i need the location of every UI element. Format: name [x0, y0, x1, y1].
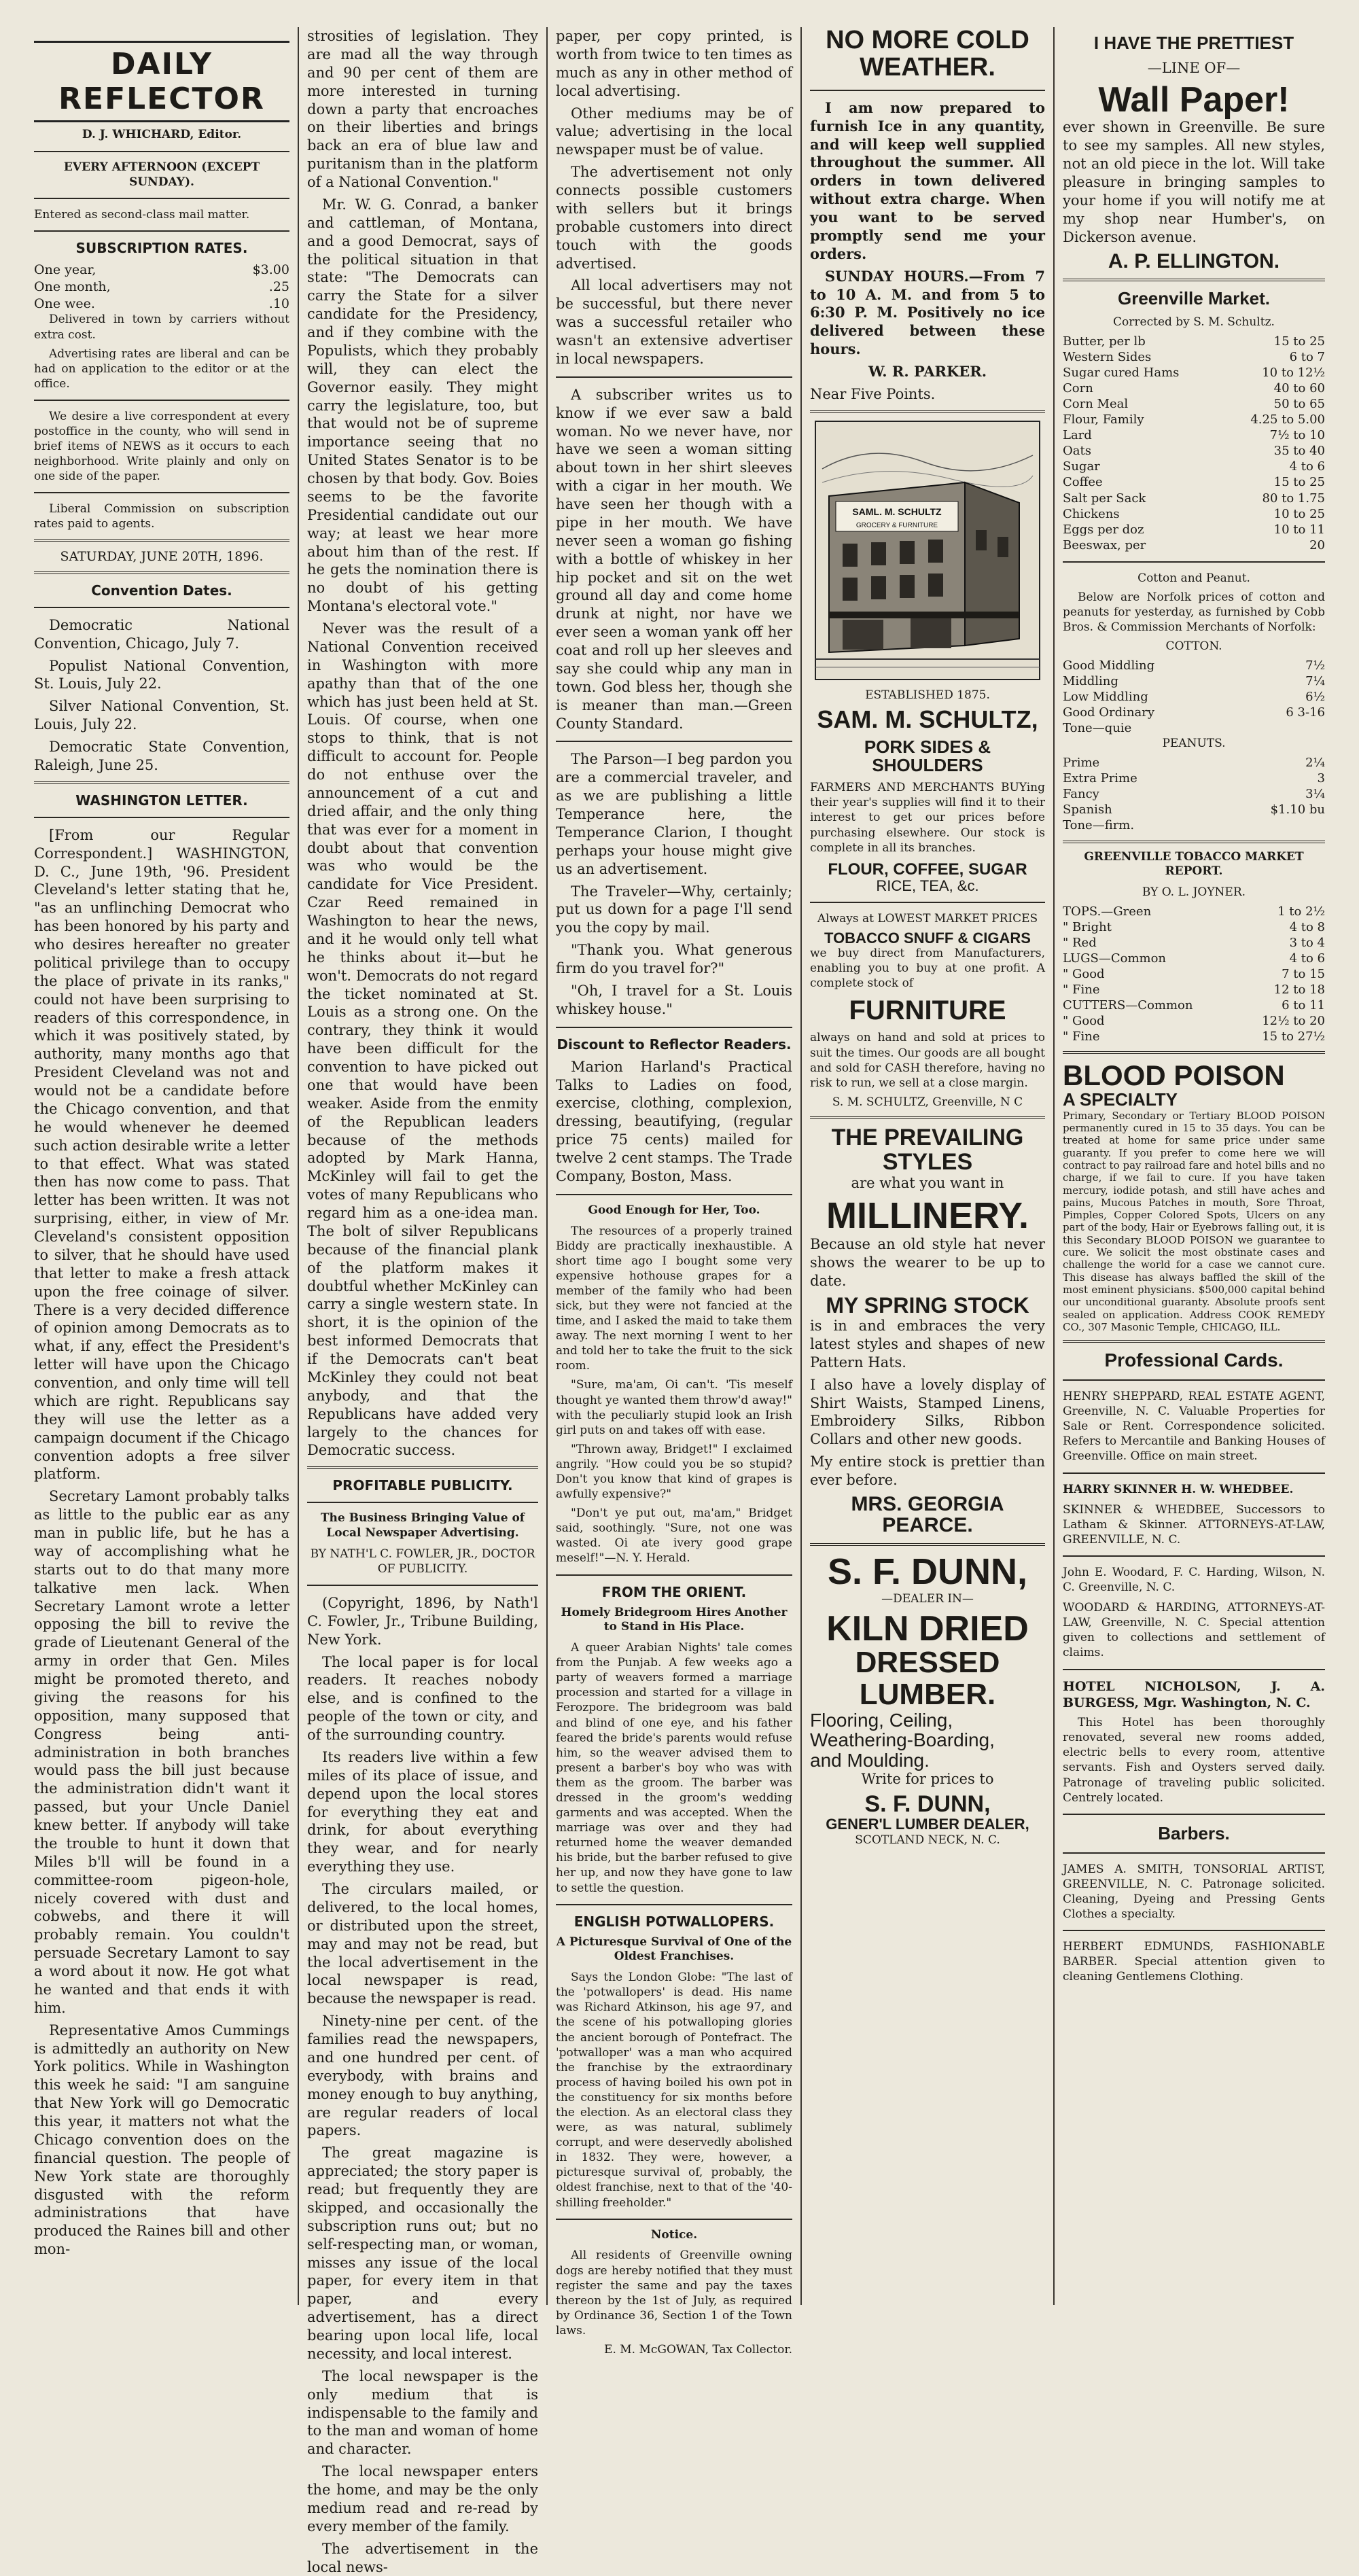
rice-line: RICE, TEA, &c. — [876, 877, 979, 894]
orient-title: FROM THE ORIENT. — [601, 1583, 747, 1600]
delivered-note: Delivered in town by carriers without extra cost. — [34, 313, 289, 342]
cotton-text: Below are Norfolk prices of cotton and peanuts for yesterday, as furnished by Cobb Bros. & Commission Merchants of Norfolk: — [1063, 590, 1325, 634]
wallpaper-text: ever shown in Greenville. Be sure to see my samples. All new styles, not an old piece in the lot. Will take pleasure in bringing samples to your home if you will notify me at my shop near Humber's, on Dickerson avenue. — [1063, 119, 1325, 245]
flour-line: FLOUR, COFFEE, SUGAR — [828, 860, 1027, 879]
dateline: SATURDAY, JUNE 20TH, 1896. — [60, 548, 264, 564]
peanuts-header: PEANUTS. — [1162, 737, 1226, 751]
article-paragraph: All local advertisers may not be successful, but there never was a successful retailer who wasn't an extensive advertiser in local newspapers. — [556, 277, 792, 367]
tobacco-row: " Fine 15 to 27½ — [1063, 1029, 1325, 1044]
blood-poison-title: BLOOD POISON — [1063, 1059, 1285, 1092]
schedule-line: EVERY AFTERNOON (EXCEPT SUNDAY). — [63, 160, 260, 189]
peanut-row: Prime 2¼ — [1063, 756, 1325, 771]
orient-subtitle: Homely Bridegroom Hires Another to Stand in His Place. — [561, 1605, 788, 1634]
article-paragraph: The local newspaper is the only medium that is indispensable to the family and to the man and woman of home and character. — [307, 2367, 538, 2458]
rate-row: One month, .25 — [34, 279, 289, 295]
ice-ad-signature: W. R. PARKER. — [868, 363, 987, 381]
notice-signature: E. M. McGOWAN, Tax Collector. — [604, 2342, 792, 2357]
article-paragraph: The local paper is for local readers. It reaches nobody else, and is confined to the people of the town or city, and of the surrounding country. — [307, 1653, 538, 1744]
editor-line: D. J. WHICHARD, Editor. — [82, 128, 242, 141]
cotton-row: Tone—quie — [1063, 721, 1132, 736]
rate-row: One year, $3.00 — [34, 262, 289, 278]
article-paragraph: paper, per copy printed, is worth from twice to ten times as much as any in other method of local advertising. — [556, 28, 792, 99]
publicity-byline: BY NATH'L C. FOWLER, JR., DOCTOR OF PUBLICITY. — [310, 1547, 535, 1576]
tobacco-row: " Bright 4 to 8 — [1063, 920, 1325, 935]
market-row: Corn 40 to 60 — [1063, 381, 1325, 396]
store-sign-subtext: GROCERY & FURNITURE — [855, 521, 938, 529]
buy-text: we buy direct from Manufacturers, enabling you to buy at one profit. A complete stock of — [810, 947, 1045, 991]
market-row: Western Sides 6 to 7 — [1063, 350, 1325, 365]
cotton-header: COTTON. — [1165, 639, 1222, 653]
moulding-line: and Moulding. — [810, 1749, 930, 1771]
write-line: Write for prices to — [861, 1770, 994, 1787]
article-paragraph: "Don't ye put out, ma'am," Bridget said, soothingly. "Sure, not one was wasted. Oi ate ivery good grape meself!"—N. Y. Herald. — [556, 1506, 792, 1566]
blood-poison-text: Primary, Secondary or Tertiary BLOOD POISON permanently cured in 15 to 35 days. You can be treated at home for same price under same guaranty. If you prefer to come here we will contract to pay railroad fare and hotel bills and no charge, if we fail to cure. If you have taken mercury, iodide potash, and still have aches and pains, Mucous Patches in mouth, Sore Throat, Pimples, Copper Colored Spots, Ulcers on any part of the body, Hair or Eyebrows falling out, it is this Secondary BLOOD POISON we guarantee to cure. We solicit the most obstinate cases and challenge the world for a case we cannot cure. This disease has always baffled the skill of the most eminent physicians. $500,000 capital behind our unconditional guaranty. Absolute proofs sent sealed on application. Address COOK REMEDY CO., 307 Masonic Temple, CHICAGO, ILL. — [1063, 1109, 1325, 1333]
market-title: Greenville Market. — [1118, 288, 1270, 309]
barbers-title: Barbers. — [1158, 1822, 1230, 1843]
article-paragraph: Mr. W. G. Conrad, a banker and cattleman, of Montana, and a good Democrat, says of the political situation in that state: "The Democrats can carry the State for a silver candidate for the Presidency, and if they combine with the Populists, which they probably will, they can elect the Governor easily. They might carry the legislature, too, but that would not be of supreme importance seeing that no United States Senator is to be chosen by that body. Gov. Boies seems to be the favorite Presidential candidate out our way; at least we hear more about him than of the rest. If he gets the nomination there is no doubt of his getting Montana's electoral vote." — [307, 196, 538, 615]
market-row: Sugar cured Hams 10 to 12½ — [1063, 366, 1325, 381]
weather-line: Weathering-Boarding, — [810, 1729, 995, 1751]
always-line: Always at LOWEST MARKET PRICES — [817, 912, 1038, 926]
column-5 — [1055, 27, 1333, 2305]
article-paragraph: Ninety-nine per cent. of the families read the newspapers, and one hundred per cent. of everybody, with brains and money enough to buy anything, are regular readers of local papers. — [307, 2013, 538, 2139]
article-paragraph: A queer Arabian Nights' tale comes from the Punjab. A few weeks ago a party of weavers formed a marriage procession and started for a village in Ferozpore. The bridegroom was bald and blind of one eye, and his father feared the bride's parents would refuse him, so the weaver advised them to present a barber's boy who was with them as the groom. The barber was dressed in the groom's wedding garments and was accepted. When the marriage was over and they had returned home the weaver demanded his bride, but the barber refused to give her up, and now they have gone to law to settle the question. — [556, 1641, 792, 1895]
publicity-title: PROFITABLE PUBLICITY. — [332, 1477, 513, 1494]
farmers-text: FARMERS AND MERCHANTS BUYing their year's supplies will find it to their interest to get our prices before purchasing elsewhere. Our stock is complete in all its branches. — [810, 781, 1045, 855]
article-paragraph: The advertisement in the local news- — [307, 2540, 538, 2575]
professional-cards-title: Professional Cards. — [1104, 1349, 1284, 1371]
peanut-row: Spanish $1.10 bu — [1063, 802, 1325, 817]
column-4 — [802, 27, 1055, 2305]
market-row: Beeswax, per 20 — [1063, 537, 1325, 552]
market-row: Chickens 10 to 25 — [1063, 506, 1325, 521]
ice-ad-hours: SUNDAY HOURS.—From 7 to 10 A. M. and from 5 to 6:30 P. M. Positively no ice delivered between these hours. — [810, 267, 1045, 358]
market-row: Oats 35 to 40 — [1063, 444, 1325, 459]
dealer-line: —DEALER IN— — [881, 1591, 974, 1606]
hotel-text: This Hotel has been thoroughly renovated, several new rooms added, electric bells to every room, attentive servants. Fish and Oysters served daily. Patronage of traveling public solicited. Centrely located. — [1063, 1716, 1325, 1805]
convention-item: Democratic National Convention, Chicago, July 7. — [34, 616, 289, 652]
convention-item: Democratic State Convention, Raleigh, June 25. — [34, 739, 289, 773]
article-paragraph: Marion Harland's Practical Talks to Ladies on food, exercise, clothing, complexion, dressing, beautifying, (regular price 75 cents) mailed for twelve 2 cent stamps. The Trade Company, Boston, Mass. — [556, 1058, 792, 1184]
rates-list — [34, 262, 289, 312]
market-row: Salt per Sack 80 to 1.75 — [1063, 491, 1325, 506]
woodard-card: WOODARD & HARDING, ATTORNEYS-AT-LAW, Greenville, N. C. Special attention given to collections and settlement of claims. — [1063, 1601, 1325, 1660]
spring-stock-line: MY SPRING STOCK — [826, 1292, 1029, 1318]
tobacco-row: TOPS.—Green 1 to 2½ — [1063, 904, 1325, 919]
article-paragraph: A subscriber writes us to know if we ever saw a bald woman. No we never have, nor have we seen a woman sitting about town in her shirt sleeves with a cigar in her mouth. We have seen her though with a pipe in her mouth. We have never seen a woman go fishing with a bottle of whiskey in her hip pocket and sit on the wet ground all day and come home drunk at night, nor have we ever seen a woman yank off her coat and roll up her sleeves and say she could whip any man in town. God bless her, though she is meaner than man.—Green County Standard. — [556, 386, 792, 732]
article-paragraph: Says the London Globe: "The last of the 'potwallopers' is dead. His name was Richard Atkinson, his age 97, and the scene of his potwalloping glories the ancient borough of Pontefract. The 'potwalloper' was a man who acquired the franchise by the extraordinary process of having boiled his own pot in the constituency for six months before the election. As an electoral class they were, as was natural, sublimely corrupt, and were deservedly abolished in 1832. They were, however, a picturesque survival of, probably, the oldest franchise, next to that of the '40-shilling freeholder." — [556, 1971, 792, 2210]
established-line: ESTABLISHED 1875. — [865, 688, 990, 702]
skinner-card: SKINNER & WHEDBEE, Successors to Latham & Skinner. ATTORNEYS-AT-LAW, GREENVILLE, N. C. — [1063, 1502, 1325, 1547]
tobacco-row: CUTTERS—Common 6 to 11 — [1063, 998, 1325, 1013]
dressed-line: DRESSED LUMBER. — [855, 1646, 1000, 1711]
rate-row: One wee. .10 — [34, 296, 289, 311]
smith-card: JAMES A. SMITH, TONSORIAL ARTIST, GREENVILLE, N. C. Patronage solicited. Cleaning, Dyeing and Pressing Gents Clothes a specialty. — [1063, 1862, 1325, 1921]
tobacco-line: TOBACCO SNUFF & CIGARS — [824, 930, 1031, 947]
cotton-row: Middling 7¼ — [1063, 674, 1325, 689]
potwallopers-title: ENGLISH POTWALLOPERS. — [573, 1913, 775, 1930]
market-row: Flour, Family 4.25 to 5.00 — [1063, 412, 1325, 427]
furniture-text: always on hand and sold at prices to suit the times. Our goods are all bought and sold for CASH therefore, having no risk to run, we sell at a close margin. — [810, 1031, 1045, 1090]
notice-title: Notice. — [650, 2227, 698, 2242]
discount-title: Discount to Reflector Readers. — [557, 1036, 792, 1053]
cotton-title: Cotton and Peanut. — [1137, 571, 1250, 585]
wallpaper-title: Wall Paper! — [1098, 80, 1290, 120]
article-paragraph: "Oh, I travel for a St. Louis whiskey house." — [556, 982, 792, 1017]
cotton-row: Good Middling 7½ — [1063, 658, 1325, 673]
cotton-row: Good Ordinary 6 3-16 — [1063, 705, 1325, 720]
sheppard-card: HENRY SHEPPARD, REAL ESTATE AGENT, Greenville, N. C. Valuable Properties for Sale or Rent. Correspondence solicited. Refers to Mercantile and Banking Houses of Greenville. Office on main street. — [1063, 1390, 1325, 1464]
article-paragraph: Its readers live within a few miles of its place of issue, and depend upon the local stores for everything they eat and drink, for about everything they wear, and for nearly everything they use. — [307, 1748, 538, 1875]
pork-line: PORK SIDES & SHOULDERS — [864, 736, 991, 775]
article-paragraph: Representative Amos Cummings is admittedly an authority on New York politics. While in Washington this week he said: "I am sanguine that New York will go Democratic this year, it matters not what the Chicago convention does on the financial question. The people of New York state are thoroughly disgusted with the reform administrations that have produced the Raines bill and other mon- — [34, 2022, 289, 2258]
ice-ad-title: NO MORE COLD WEATHER. — [826, 26, 1029, 82]
want-line: are what you want in — [851, 1175, 1004, 1192]
skinner-top: HARRY SKINNER H. W. WHEDBEE. — [1063, 1482, 1294, 1496]
ice-ad-text: I am now prepared to furnish Ice in any quantity, and will keep well supplied throughout the summer. All orders in town delivered without extra charge. When you want to be served promptly send me your orders. — [810, 99, 1045, 262]
washington-title: WASHINGTON LETTER. — [75, 792, 248, 809]
commission-note: Liberal Commission on subscription rates paid to agents. — [34, 502, 289, 531]
correspondent-note: We desire a live correspondent at every postoffice in the county, who will send in brief items of NEWS as it occurs to each neighborhood. Write plainly and only on one side of the paper. — [34, 409, 289, 484]
article-paragraph: [From our Regular Correspondent.] WASHINGTON, D. C., June 19th, '96. President Cleveland's letter stating that he, "as an unflinching Democrat who has been honored by his party and who desires hereafter no greater political privilege than to occupy the place of private in its ranks," could not have been surprising to readers of this correspondence, in which it was positively stated, by authority, many months ago that President Cleveland was not and would not be a candidate before the Chicago convention, and that he would whenever he deemed such action desirable write a letter to that effect. What was stated then has now come to pass. That letter has been written. It was not surprising, either, in view of Mr. Cleveland's consistent opposition to silver, that he should have used that letter to make a fresh attack upon the free coinage of silver. There is a very decided difference of opinion among Democrats as to what, if any, effect the President's letter will have upon the Chicago convention, and only time will tell which are right. Republicans say they will use the letter as a campaign document if the Chicago convention adopts a free silver platform. — [34, 826, 289, 1483]
tobacco-market-title: GREENVILLE TOBACCO MARKET REPORT. — [1084, 849, 1304, 879]
schultz-name: SAM. M. SCHULTZ, — [817, 705, 1038, 733]
peanut-row: Extra Prime 3 — [1063, 771, 1325, 786]
tobacco-row: " Good 7 to 15 — [1063, 967, 1325, 982]
ellington-name: A. P. ELLINGTON. — [1108, 249, 1280, 272]
advertising-note: Advertising rates are liberal and can be had on application to the editor or at the office. — [34, 347, 289, 391]
store-sign-text: SAML. M. SCHULTZ — [852, 506, 942, 517]
article-paragraph: "Sure, ma'am, Oi can't. 'Tis meself thought ye wanted them throw'd away!" with the peculiarly stupid look an Irish girl puts on and takes off with ease. — [556, 1378, 792, 1437]
good-enough-title: Good Enough for Her, Too. — [588, 1203, 760, 1217]
furniture-line: FURNITURE — [849, 995, 1006, 1026]
dunn-name-2: S. F. DUNN, — [864, 1790, 991, 1817]
pearce-name: MRS. GEORGIA PEARCE. — [851, 1492, 1004, 1537]
article-paragraph: Secretary Lamont probably talks as little to the public ear as any man in public life, but he has a way of accomplishing what he starts out to do that many more talkative men lack. When Secretary Lamont wrote a letter opposing the bill to revive the grade of Lieutenant General of the army in order that Gen. Miles might be promoted thereto, and giving the reasons for his opposition, many supposed that Congress being anti-administration in both branches would pass the bill just because the administration didn't want it passed, but your Uncle Daniel knew better. If anybody will take the trouble to hunt it down that Miles b'll will be found in a committee-room pigeon-hole, nicely covered with dust and cobwebs, and there it will probably remain. You couldn't persuade Secretary Lamont to say a word about it now. He got what he wanted and that ends it with him. — [34, 1488, 289, 2016]
tobacco-row: " Red 3 to 4 — [1063, 936, 1325, 951]
article-paragraph: The Parson—I beg pardon you are a commercial traveler, and as we are publishing a little Temperance here, the Temperance Clarion, I thought perhaps your house might give us an advertisement. — [556, 751, 792, 877]
edmunds-card: HERBERT EDMUNDS, FASHIONABLE BARBER. Special attention given to cleaning Gentlemens Clothing. — [1063, 1940, 1325, 1984]
prettier-text: My entire stock is prettier than ever before. — [810, 1453, 1045, 1489]
tobacco-row: " Good 12½ to 20 — [1063, 1014, 1325, 1029]
notice-text: All residents of Greenville owning dogs are hereby notified that they must register the same and pay the taxes thereon by the 1st of July, as required by Ordinance 36, Section 1 of the Town laws. — [556, 2248, 792, 2337]
tobacco-row: " Fine 12 to 18 — [1063, 983, 1325, 998]
convention-item: Populist National Convention, St. Louis, July 22. — [34, 657, 289, 692]
market-row: Eggs per doz 10 to 11 — [1063, 522, 1325, 537]
article-paragraph: The Traveler—Why, certainly; put us down for a page I'll send you the copy by mail. — [556, 883, 792, 936]
market-row: Sugar 4 to 6 — [1063, 459, 1325, 474]
styles-line: THE PREVAILING STYLES — [831, 1124, 1024, 1175]
article-paragraph: The circulars mailed, or delivered, to the local homes, or distributed upon the street, may and may not be read, but the local advertisement in the local newspaper is read, because the newspaper is read. — [307, 1881, 538, 2007]
furniture-signature: S. M. SCHULTZ, Greenville, N C — [832, 1095, 1023, 1109]
article-paragraph: The resources of a properly trained Biddy are practically inexhaustible. A short time ago I bought some very expensive hothouse grapes for a member of the family who had been sick, but they were not fancied at the time, and I asked the maid to take them away. The next morning I went to her and told her to take the fruit to the sick room. — [556, 1224, 792, 1373]
article-paragraph: The local newspaper enters the home, and may be the only medium read and re-read by every member of the family. — [307, 2463, 538, 2535]
general-dealer-line: GENER'L LUMBER DEALER, — [826, 1816, 1029, 1833]
rates-title: SUBSCRIPTION RATES. — [75, 240, 248, 257]
tobacco-row: LUGS—Common 4 to 6 — [1063, 951, 1325, 966]
scotland-neck-line: SCOTLAND NECK, N. C. — [855, 1833, 1000, 1847]
market-list — [1063, 334, 1325, 552]
market-row: Lard 7½ to 10 — [1063, 428, 1325, 443]
conventions-title: Convention Dates. — [91, 582, 232, 599]
lovely-text: I also have a lovely display of Shirt Waists, Stamped Linens, Embroidery Silks, Ribbon Collars and other new goods. — [810, 1376, 1045, 1448]
article-paragraph: Other mediums may be of value; advertising in the local newspaper must be of value. — [556, 105, 792, 158]
article-paragraph: The great magazine is appreciated; the story paper is read; but frequently they are skipped, and occasionally the subscription runs out; but no self-respecting man, or woman, misses any issue of the local paper, for every item in that paper, and every advertisement, has a direct bearing upon local life, local necessity, and local interest. — [307, 2145, 538, 2362]
publicity-subtitle: The Business Bringing Value of Local Newspaper Advertising. — [320, 1511, 525, 1540]
tobacco-list — [1063, 904, 1325, 1044]
convention-item: Silver National Convention, St. Louis, July 22. — [34, 698, 289, 733]
peanut-row: Tone—firm. — [1063, 818, 1135, 833]
entered-line: Entered as second-class mail matter. — [34, 208, 250, 222]
store-engraving — [815, 421, 1040, 680]
column-2 — [299, 27, 548, 2575]
article-paragraph: The advertisement not only connects possible customers with sellers but it brings probable customers into direct touch with the goods advertised. — [556, 164, 792, 272]
wallpaper-line: —LINE OF— — [1147, 60, 1241, 76]
dunn-name: S. F. DUNN, — [827, 1551, 1028, 1592]
millinery-line: MILLINERY. — [826, 1195, 1029, 1237]
article-paragraph: "Thank you. What generous firm do you travel for?" — [556, 942, 792, 976]
woodard-top: John E. Woodard, F. C. Harding, Wilson, N. C. Greenville, N. C. — [1063, 1565, 1325, 1595]
hotel-title: HOTEL NICHOLSON, J. A. BURGESS, Mgr. Washington, N. C. — [1063, 1678, 1325, 1710]
market-row: Corn Meal 50 to 65 — [1063, 397, 1325, 412]
ice-ad-location: Near Five Points. — [810, 385, 936, 402]
market-row: Coffee 15 to 25 — [1063, 475, 1325, 490]
market-byline: Corrected by S. M. Schultz. — [1113, 315, 1275, 330]
cotton-row: Low Middling 6½ — [1063, 690, 1325, 705]
peanuts-list — [1063, 755, 1325, 833]
masthead: DAILY REFLECTOR — [34, 41, 289, 122]
kiln-line: KILN DRIED — [826, 1608, 1029, 1648]
because-text: Because an old style hat never shows the wearer to be up to date. — [810, 1235, 1045, 1289]
column-1 — [26, 27, 299, 2305]
cotton-list — [1063, 658, 1325, 736]
peanut-row: Fancy 3¼ — [1063, 787, 1325, 802]
blood-poison-specialty: A SPECIALTY — [1063, 1089, 1178, 1110]
flooring-line: Flooring, Ceiling, — [810, 1709, 953, 1731]
article-paragraph: (Copyright, 1896, by Nath'l C. Fowler, Jr., Tribune Building, New York. — [307, 1594, 538, 1648]
wallpaper-heading: I HAVE THE PRETTIEST — [1093, 33, 1294, 53]
article-paragraph: strosities of legislation. They are mad all the way through and 90 per cent of them are more interested in turning down a party that encroaches on their liberties and brings back an era of blue law and puritanism than in the platform of a National Convention." — [307, 28, 538, 190]
spring-text: is in and embraces the very latest styles and shapes of new Pattern Hats. — [810, 1318, 1045, 1371]
tobacco-market-byline: BY O. L. JOYNER. — [1142, 885, 1246, 899]
market-row: Butter, per lb 15 to 25 — [1063, 334, 1325, 349]
potwallopers-subtitle: A Picturesque Survival of One of the Oldest Franchises. — [556, 1935, 792, 1964]
article-paragraph: "Thrown away, Bridget!" I exclaimed angrily. "How could you be so stupid? Don't you know that kind of grapes is awfully expensive?" — [556, 1442, 792, 1502]
column-3 — [548, 27, 802, 2357]
article-paragraph: Never was the result of a National Convention received in Washington with more apathy than that of the one which has just been held at St. Louis. Of course, when one stops to think, that is not difficult to account for. People do not enthuse over the announcement of a cut and dried affair, and the only thing that was ever for a moment in doubt about that convention was who would be the candidate for Vice President. Czar Reed remained in Washington to hear the news, and it he would only tell what he thinks about it—but he won't. Democrats do not regard the ticket nominated at St. Louis as a strong one. On the contrary, they think it would have been difficult for the convention to have picked out one that would have been weaker. Aside from the enmity of the Republican leaders because of the methods adopted by Mark Hanna, McKinley will fail to get the votes of many Republicans who regard him as a one-idea man. The bolt of silver Republicans because of the financial plank of the platform makes it doubtful whether McKinley can carry a single western state. In short, it is the opinion of the best informed Democrats that if the Democrats can't beat McKinley they could not beat anybody, and that the Republicans have added very largely to the chances for Democratic success. — [307, 620, 538, 1459]
